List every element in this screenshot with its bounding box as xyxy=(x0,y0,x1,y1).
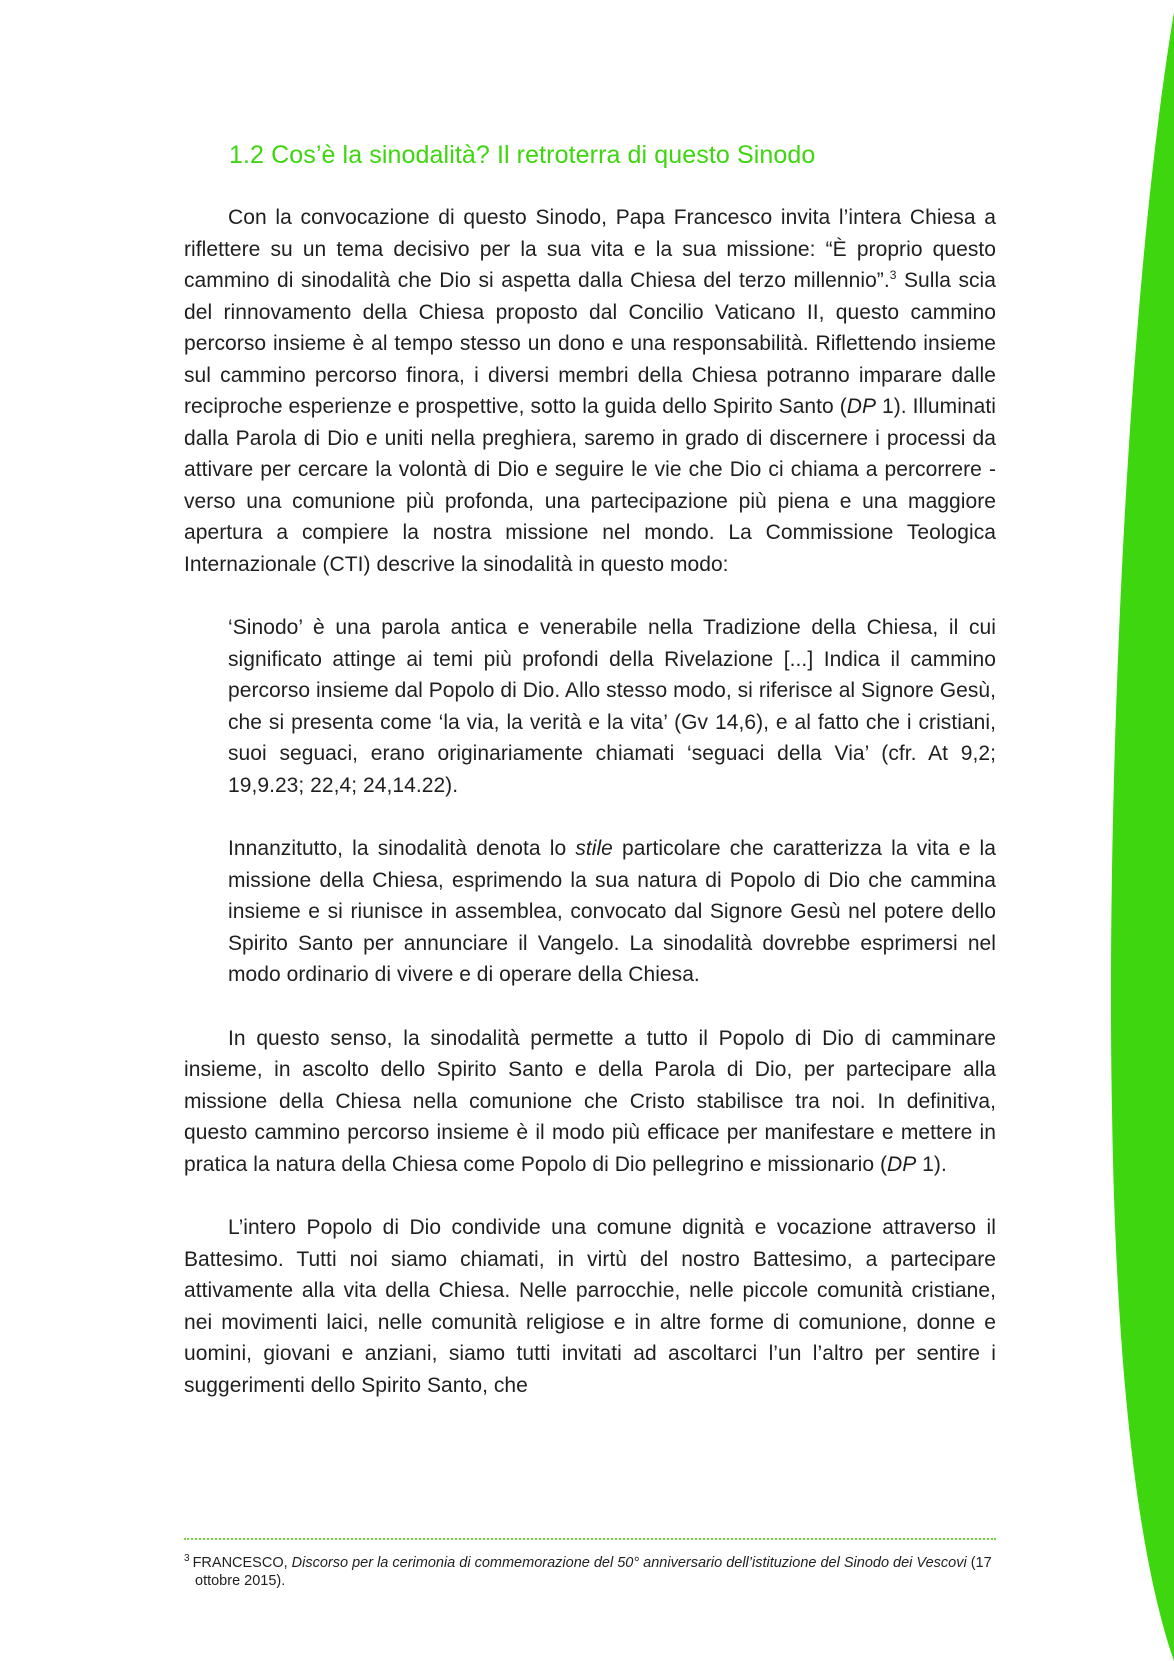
footnote-date: (17 ottobre 2015). xyxy=(195,1555,992,1589)
footnotes xyxy=(184,1538,996,1590)
stile-emphasis: stile xyxy=(575,837,613,860)
paragraph-1-text-a: Con la convocazione di questo Sinodo, Papa Francesco invita l’intera Chiesa a riflettere su un tema decisivo per la sua vita e la sua missione: “È proprio questo cammino di sinodalità che Dio si aspetta dalla Chiesa del terzo millennio”. xyxy=(184,206,996,292)
paragraph-3: L’intero Popolo di Dio condivide una comune dignità e vocazione attraverso il Battesimo. Tutti noi siamo chiamati, in virtù del nostro Battesimo, a partecipare attivamente alla vita della Chiesa. Nelle parrocchie, nelle piccole comunità cristiane, nei movimenti laici, nelle comunità religiose e in altre forme di comunione, donne e uomini, giovani e anziani, siamo tutti invitati ad ascoltarci l’un l’altro per sentire i suggerimenti dello Spirito Santo, che xyxy=(184,1216,996,1397)
paragraph-2-text-b: 1). xyxy=(916,1152,947,1176)
footnote-divider xyxy=(184,1538,996,1540)
green-curve-shape xyxy=(1111,12,1174,1661)
quote-paragraph-2 xyxy=(228,833,996,991)
paragraph-1 xyxy=(184,202,996,580)
footnote-3 xyxy=(184,1554,996,1590)
paragraph-2-text-a: In questo senso, la sinodalità permette a tutto il Popolo di Dio di camminare insieme, in ascolto dello Spirito Santo e della Parola di Dio, per partecipare alla missione della Chiesa nella comunione che Cristo stabilisce tra noi. In definitiva, questo cammino percorso insieme è il modo più efficace per manifestare e mettere in pratica la natura della Chiesa come Popolo di Dio pellegrino e missionario ( xyxy=(184,1026,996,1176)
dp-abbreviation-2: DP xyxy=(887,1152,917,1176)
footnote-number: 3 xyxy=(184,1553,190,1565)
paragraph-1-text-b: Sulla scia del rinnovamento della Chiesa proposto dal Concilio Vaticano II, questo cammino percorso insieme è al tempo stesso un dono e una responsabilità. Riflettendo insieme sul cammino percorso finora, i diversi membri della Chiesa potranno imparare dalle reciproche esperienze e prospettive, sotto la guida dello Spirito Santo ( xyxy=(184,269,996,418)
cti-quotation xyxy=(184,612,996,991)
section-title: 1.2 Cos’è la sinodalità? Il retroterra di questo Sinodo xyxy=(229,141,816,169)
footnote-title: Discorso per la cerimonia di commemorazione del 50° anniversario dell’istituzione del Sinodo dei Vescovi xyxy=(291,1555,967,1571)
quote-2-text-a: Innanzitutto, la sinodalità denota lo xyxy=(228,837,576,860)
footnote-author: FRANCESCO, xyxy=(192,1555,292,1571)
dp-abbreviation: DP xyxy=(846,395,877,418)
footnote-reference: 3 xyxy=(889,268,897,282)
quote-2-text-b: particolare che caratterizza la vita e la missione della Chiesa, esprimendo la sua natura di Popolo di Dio che cammina insieme e si riunisce in assemblea, convocato dal Signore Gesù nel potere dello Spirito Santo per annunciare il Vangelo. La sinodalità dovrebbe esprimersi nel modo ordinario di vivere e di operare della Chiesa. xyxy=(228,837,996,986)
paragraph-2 xyxy=(184,1023,996,1181)
document-page xyxy=(184,138,996,1401)
paragraph-1-text-c: 1). Illuminati dalla Parola di Dio e uniti nella preghiera, saremo in grado di discernere i processi da attivare per cercare la volontà di Dio e seguire le vie che Dio ci chiama a percorrere - verso una comunione più profonda, una partecipazione più piena e una maggiore apertura a compiere la nostra missione nel mondo. La Commissione Teologica Internazionale (CTI) descrive la sinodalità in questo modo: xyxy=(184,395,996,576)
quote-paragraph-1: ‘Sinodo’ è una parola antica e venerabile nella Tradizione della Chiesa, il cui significato attinge ai temi più profondi della Rivelazione [...] Indica il cammino percorso insieme dal Popolo di Dio. Allo stesso modo, si riferisce al Signore Gesù, che si presenta come ‘la via, la verità e la vita’ (Gv 14,6), e al fatto che i cristiani, suoi seguaci, erano originariamente chiamati ‘seguaci della Via’ (cfr. At 9,2; 19,9.23; 22,4; 24,14.22). xyxy=(228,616,996,797)
green-side-decoration xyxy=(1054,0,1174,1661)
